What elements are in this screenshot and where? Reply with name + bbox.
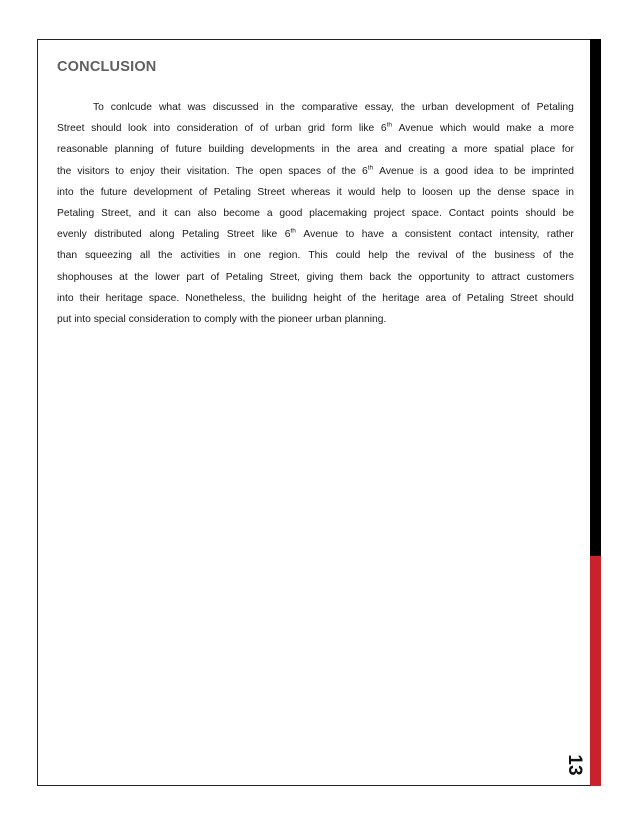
word: comply xyxy=(204,314,237,326)
word: Nonetheless, xyxy=(185,292,246,304)
word: the xyxy=(80,186,95,198)
paragraph-line xyxy=(57,118,574,139)
word: make xyxy=(506,123,532,135)
word: of xyxy=(198,186,208,198)
word: can xyxy=(174,208,191,220)
word: conlcude xyxy=(110,102,153,113)
word: Street, xyxy=(101,208,132,220)
word: should xyxy=(91,123,122,135)
word: Avenue xyxy=(379,165,414,177)
word: to xyxy=(407,186,416,198)
word: distributed xyxy=(94,229,142,241)
word: the xyxy=(472,250,487,262)
word: This xyxy=(308,250,328,262)
word: discussed xyxy=(212,102,259,113)
word: pioneer xyxy=(278,314,313,326)
word: area xyxy=(357,144,378,156)
word: developments xyxy=(250,144,315,156)
page-number: 13 xyxy=(564,754,585,776)
word: space. xyxy=(148,292,180,304)
word: their xyxy=(160,165,181,177)
word: back xyxy=(369,271,392,283)
word: would xyxy=(472,123,500,135)
word: the xyxy=(336,144,351,156)
word: should xyxy=(543,292,574,304)
word: evenly xyxy=(57,229,87,241)
word: building xyxy=(208,144,245,156)
paragraph-line xyxy=(57,309,574,330)
word: than xyxy=(57,250,78,262)
word: space xyxy=(532,186,560,198)
word: a xyxy=(538,123,544,135)
word: a xyxy=(391,229,398,241)
word: become xyxy=(223,208,261,220)
word: into xyxy=(74,314,91,326)
word: a xyxy=(451,144,458,156)
word: for xyxy=(561,144,574,156)
word: Street xyxy=(509,292,538,304)
word: Street xyxy=(57,123,85,135)
word: open xyxy=(259,165,283,177)
word: region. xyxy=(268,250,301,262)
word: Petaling xyxy=(466,292,504,304)
word: urban xyxy=(421,102,449,113)
word: more xyxy=(550,123,574,135)
word: contact xyxy=(458,229,492,241)
paragraph-line xyxy=(57,224,574,245)
word: Petaling xyxy=(213,186,252,198)
word: giving xyxy=(306,271,334,283)
word: the xyxy=(251,292,266,304)
word: Petaling xyxy=(225,271,264,283)
word: loosen xyxy=(422,186,453,198)
word: 6th xyxy=(361,164,374,177)
section-heading: CONCLUSION xyxy=(57,59,157,75)
word: of xyxy=(244,123,254,135)
word: 6th xyxy=(380,121,393,135)
word: of xyxy=(455,250,465,262)
word: of xyxy=(327,165,336,177)
word: whereas xyxy=(291,186,331,198)
word: future xyxy=(175,144,202,156)
word: visitation. xyxy=(186,165,230,177)
word: the xyxy=(476,186,492,198)
word: Avenue xyxy=(303,229,339,241)
word: and xyxy=(138,208,156,220)
word: the xyxy=(395,250,410,262)
word: reasonable xyxy=(57,144,108,156)
word: the xyxy=(280,102,295,113)
word: with xyxy=(239,314,259,326)
word: one xyxy=(243,250,261,262)
word: Avenue xyxy=(398,123,434,135)
ordinal-superscript: th xyxy=(367,164,374,172)
word: the xyxy=(158,250,173,262)
word: business xyxy=(494,250,536,262)
word: and xyxy=(384,144,402,156)
word: in xyxy=(265,102,274,113)
word: height xyxy=(313,292,342,304)
word: their xyxy=(79,292,100,304)
word: to xyxy=(192,314,202,326)
word: of xyxy=(521,102,530,113)
word: development xyxy=(455,102,515,113)
word: intensity, xyxy=(499,229,540,241)
word: opportunity xyxy=(418,271,470,283)
word: rather xyxy=(546,229,574,241)
side-bar-black xyxy=(590,39,601,556)
word: is xyxy=(419,165,428,177)
word: which xyxy=(439,123,467,135)
word: help xyxy=(381,186,401,198)
word: was xyxy=(187,102,206,113)
word: consistent xyxy=(404,229,452,241)
word: a xyxy=(266,208,273,220)
word: of xyxy=(543,250,552,262)
word: planning. xyxy=(344,314,387,326)
paragraph-line xyxy=(57,288,574,309)
word: like xyxy=(358,123,375,135)
word: of xyxy=(452,292,461,304)
word: consideration xyxy=(176,123,238,135)
paragraph-line xyxy=(57,139,574,160)
word: the xyxy=(57,165,72,177)
word: should xyxy=(525,208,556,220)
word: Street xyxy=(226,229,255,241)
word: Street, xyxy=(269,271,300,283)
word: squeezing xyxy=(84,250,132,262)
ordinal-superscript: th xyxy=(386,121,393,129)
word: all xyxy=(139,250,151,262)
word: in xyxy=(321,144,330,156)
word: To xyxy=(93,102,104,113)
word: look xyxy=(128,123,147,135)
word: up xyxy=(459,186,471,198)
word: at xyxy=(119,271,128,283)
word: spatial xyxy=(494,144,524,156)
paragraph-line xyxy=(57,267,574,288)
word: the xyxy=(400,102,416,113)
word: revival xyxy=(417,250,448,262)
word: it xyxy=(162,208,168,220)
word: put xyxy=(57,314,72,326)
paragraph-line xyxy=(57,203,574,224)
word: also xyxy=(197,208,217,220)
word: activities xyxy=(180,250,220,262)
word: form xyxy=(331,123,353,135)
word: of xyxy=(160,144,169,156)
word: points xyxy=(491,208,519,220)
word: to xyxy=(345,229,355,241)
word: consideration xyxy=(128,314,190,326)
word: essay, xyxy=(364,102,394,113)
word: the xyxy=(341,165,356,177)
word: placemaking xyxy=(309,208,367,220)
word: to xyxy=(499,165,509,177)
word: to xyxy=(476,271,485,283)
word: in xyxy=(565,186,574,198)
word: into xyxy=(153,123,171,135)
word: planning xyxy=(114,144,154,156)
word: enjoy xyxy=(130,165,155,177)
word: grid xyxy=(307,123,326,135)
word: could xyxy=(335,250,361,262)
word: Petaling xyxy=(57,208,95,220)
word: customers xyxy=(526,271,574,283)
paragraph-line xyxy=(57,97,574,118)
word: along xyxy=(149,229,175,241)
word: the xyxy=(397,271,413,283)
word: attract xyxy=(491,271,520,283)
word: heritage xyxy=(382,292,420,304)
word: of xyxy=(347,292,356,304)
paragraph-line xyxy=(57,245,574,266)
word: 6th xyxy=(284,227,296,241)
word: would xyxy=(348,186,376,198)
word: lower xyxy=(155,271,180,283)
word: visitors xyxy=(77,165,110,177)
word: imprinted xyxy=(531,165,574,177)
word: of xyxy=(210,271,220,283)
paragraph-line xyxy=(57,161,574,182)
word: space. xyxy=(411,208,442,220)
word: The xyxy=(235,165,254,177)
word: the xyxy=(260,314,276,326)
word: of xyxy=(259,123,269,135)
word: comparative xyxy=(301,102,358,113)
word: in xyxy=(227,250,236,262)
word: urban xyxy=(315,314,342,326)
word: into xyxy=(57,292,74,304)
word: dense xyxy=(497,186,526,198)
word: area xyxy=(425,292,447,304)
word: idea xyxy=(474,165,494,177)
word: spaces xyxy=(288,165,321,177)
conclusion-paragraph xyxy=(57,97,574,330)
word: more xyxy=(464,144,488,156)
word: help xyxy=(368,250,388,262)
word: development xyxy=(133,186,193,198)
word: be xyxy=(562,208,574,220)
word: the xyxy=(361,292,377,304)
ordinal-superscript: th xyxy=(290,227,296,235)
word: good xyxy=(279,208,303,220)
word: special xyxy=(93,314,126,326)
word: part xyxy=(186,271,205,283)
word: to xyxy=(115,165,124,177)
word: good xyxy=(445,165,469,177)
word: them xyxy=(339,271,363,283)
word: place xyxy=(530,144,556,156)
word: the xyxy=(559,250,574,262)
word: future xyxy=(100,186,128,198)
word: what xyxy=(158,102,181,113)
word: Petaling xyxy=(182,229,220,241)
word: a xyxy=(433,165,440,177)
word: creating xyxy=(408,144,445,156)
word: builidng xyxy=(271,292,308,304)
word: into xyxy=(57,186,74,198)
word: shophouses xyxy=(57,271,113,283)
word: like xyxy=(261,229,278,241)
word: project xyxy=(373,208,405,220)
word: heritage xyxy=(105,292,143,304)
word: Petaling xyxy=(536,102,574,113)
word: be xyxy=(514,165,526,177)
word: it xyxy=(336,186,342,198)
side-bar-red xyxy=(590,556,601,786)
word: Street xyxy=(257,186,285,198)
word: the xyxy=(134,271,149,283)
word: have xyxy=(361,229,385,241)
word: Contact xyxy=(448,208,485,220)
paragraph-line xyxy=(57,182,574,203)
word: urban xyxy=(274,123,302,135)
